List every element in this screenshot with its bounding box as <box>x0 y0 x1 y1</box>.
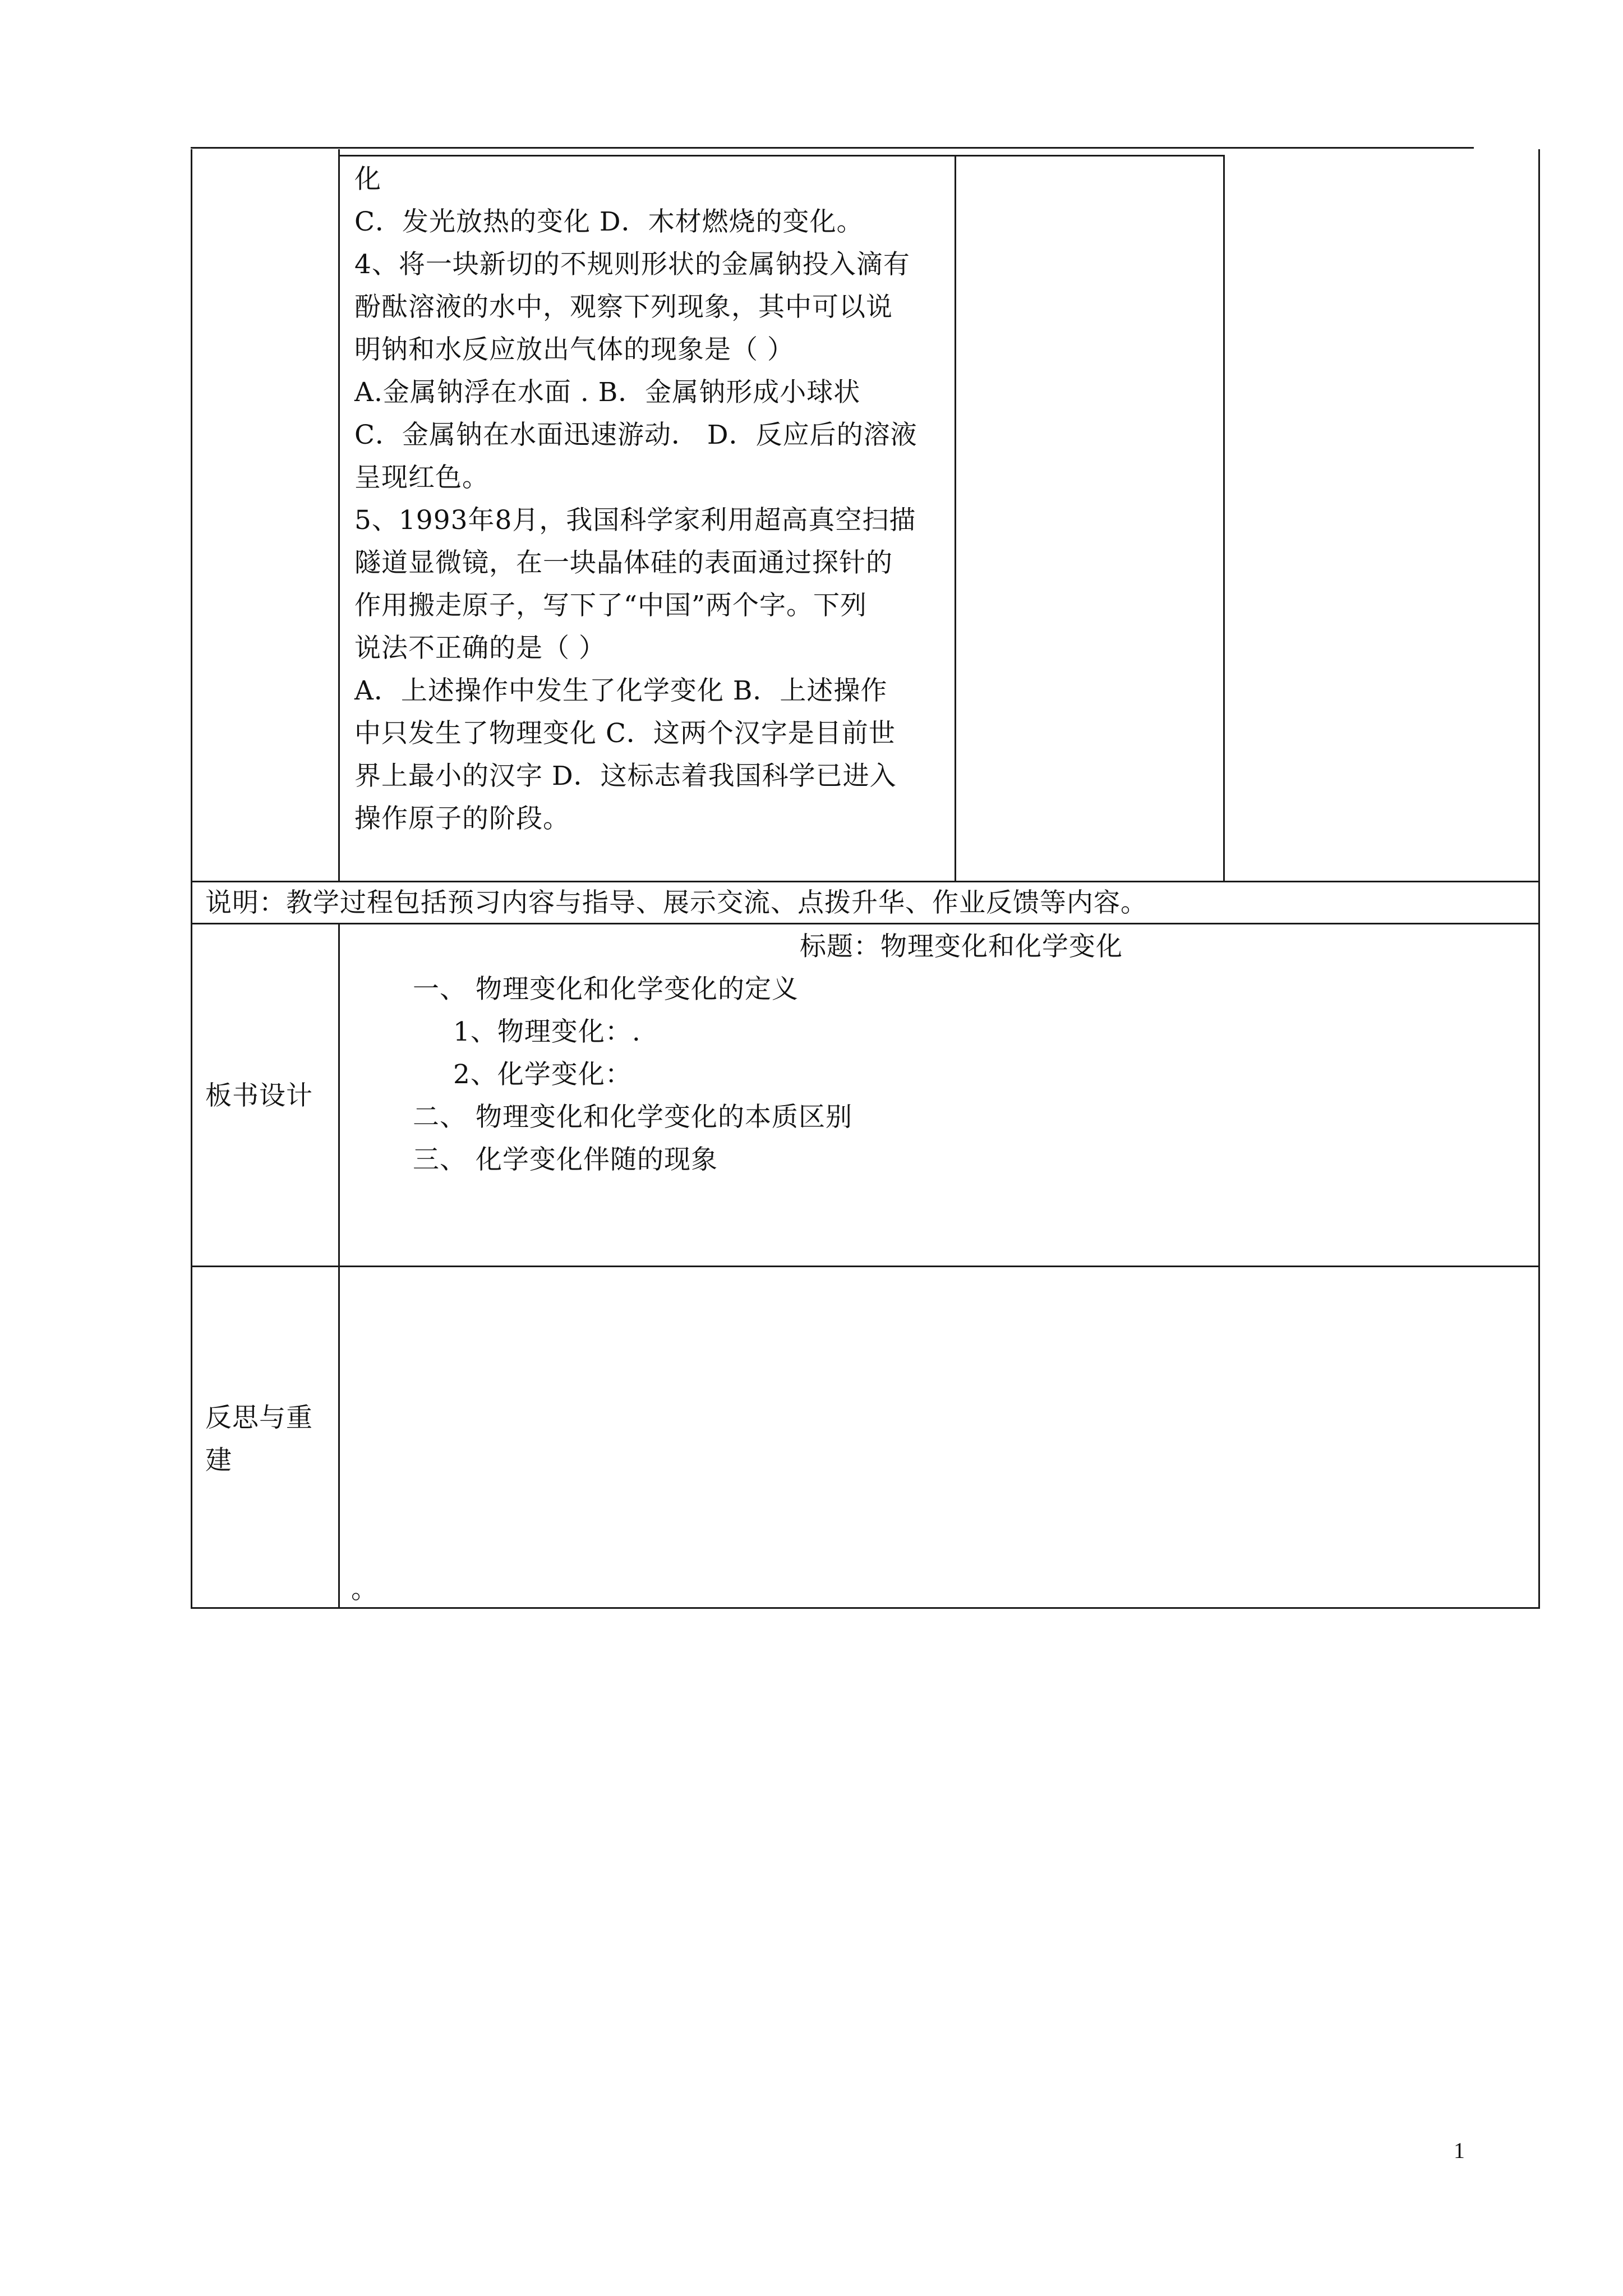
question-line: 中只发生了物理变化 C．这两个汉字是目前世 <box>354 718 896 749</box>
page-number: 1 <box>1454 2138 1465 2163</box>
question-line: A.金属钠浮在水面 . B．金属钠形成小球状 <box>354 377 861 408</box>
label-column-divider <box>338 149 340 881</box>
top-rule <box>191 147 1474 149</box>
reflection-label-line2: 建 <box>205 1445 232 1476</box>
board-design-label: 板书设计 <box>205 1080 313 1111</box>
feedback-column-divider <box>1223 155 1225 881</box>
teaching-process-note: 说明：教学过程包括预习内容与指导、展示交流、点拨升华、作业反馈等内容。 <box>205 887 1147 918</box>
board-item-2: 二、 物理变化和化学变化的本质区别 <box>413 1102 852 1133</box>
question-line: 说法不正确的是（ ） <box>354 633 606 664</box>
table-right-border <box>1538 149 1540 1609</box>
question-line: 酚酞溶液的水中，观察下列现象，其中可以说 <box>354 292 893 323</box>
question-line: 明钠和水反应放出气体的现象是（ ） <box>354 334 794 365</box>
question-line: 4、将一块新切的不规则形状的金属钠投入滴有 <box>354 249 910 280</box>
row-divider-board-bottom <box>191 1266 1540 1267</box>
question-line: 隧道显微镜，在一块晶体硅的表面通过探针的 <box>354 547 893 578</box>
question-line: 化 <box>354 164 381 195</box>
table-bottom-border <box>191 1607 1540 1609</box>
question-column-divider <box>955 155 956 881</box>
reflection-label-line1: 反思与重 <box>205 1402 313 1433</box>
question-line: 操作原子的阶段。 <box>354 803 570 834</box>
question-line: A．上述操作中发生了化学变化 B．上述操作 <box>354 675 888 706</box>
board-item-1: 一、 物理变化和化学变化的定义 <box>413 974 799 1005</box>
question-line: 呈现红色。 <box>354 462 489 493</box>
question-line: C．发光放热的变化 D．木材燃烧的变化。 <box>354 206 864 237</box>
question-line: C．金属钠在水面迅速游动． D．反应后的溶液 <box>354 420 917 450</box>
board-item-3: 三、 化学变化伴随的现象 <box>413 1144 718 1175</box>
board-item-1-2: 2、化学变化： <box>453 1059 632 1090</box>
board-item-1-1: 1、物理变化：. <box>453 1016 641 1047</box>
table-left-border <box>191 149 192 1609</box>
reflection-trailing-mark: 。 <box>351 1574 378 1605</box>
inner-cell-top-border <box>338 155 1224 157</box>
question-line: 界上最小的汉字 D．这标志着我国科学已进入 <box>354 761 897 792</box>
question-line: 作用搬走原子，写下了“中国”两个字。下列 <box>354 590 868 621</box>
board-design-title: 标题：物理变化和化学变化 <box>800 931 1123 962</box>
question-line: 5、1993年8月，我国科学家利用超高真空扫描 <box>354 505 916 536</box>
